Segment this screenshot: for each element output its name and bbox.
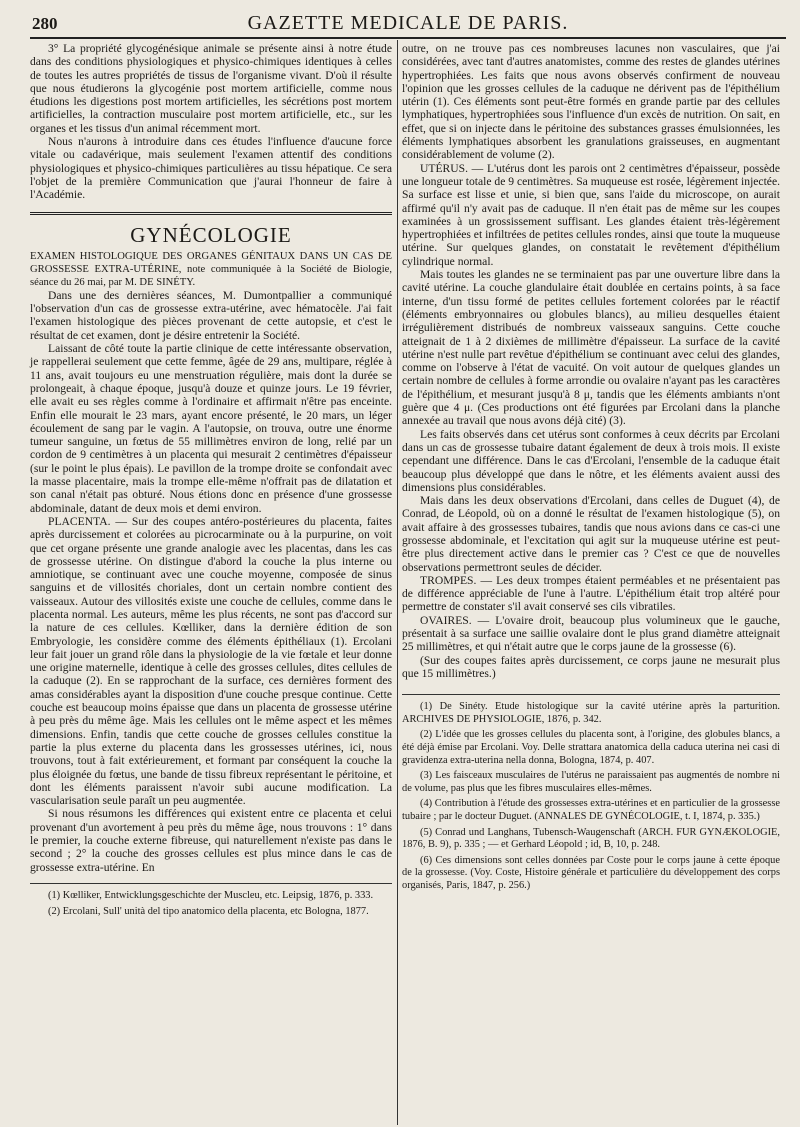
body-paragraph: Mais toutes les glandes ne se terminaient pas par une ouverture libre dans la cavité utérine. La couche glandulaire était doublée en certains points, à sa face interne, d'un tissu formé de petites cellules fortement colorées par le réactif (éléments embryonnaires ou globules blancs), au milieu desquelles étaient irrégulièrement distribués de nombreux vaisseaux sanguins. Cette couche atteignait de 1 à 2 dixièmes de millimètre d'épaisseur. La surface de la cavité utérine n'est nulle part revêtue d'épithélium se continuant avec celui des glandes, comme on l'observe à l'état de vacuité. On voit autour de quelques glandes un certain nombre de cellules à forme arrondie ou ovalaire n'ayant pas les caractères de l'épithélium, et mesurant jusqu'à 8 μ, tandis que les éléments ambiants n'ont guère que 4 μ. (Ces productions ont été figurées par Ercolani dans la planche annexée au travail que nous avons déjà cité) (3). (402, 268, 780, 428)
footnote-rule (402, 694, 780, 695)
footnote: (6) Ces dimensions sont celles données par Coste pour le corps jaune à cette époque de la grossesse. (Voy. Coste, Histoire générale et particulière du développement des corps organisés, Paris, 1847, p. 256.) (402, 854, 780, 891)
footnote: (3) Les faisceaux musculaires de l'utérus ne paraissaient pas augmentés de nombre ni de volume, pas plus que les fibres musculaires elles-mêmes. (402, 770, 780, 794)
footnote: (4) Contribution à l'étude des grossesses extra-utérines et en particulier de la grossesse tubaire ; par le docteur Duguet. (ANNALES DE GYNÉCOLOGIE, t. I, 1874, p. 335.) (402, 798, 780, 822)
page-header (30, 12, 786, 38)
article-lead: EXAMEN HISTOLOGIQUE DES ORGANES GÉNITAUX DANS UN CAS DE GROSSESSE EXTRA-UTÉRINE, note communiquée à la Société de Biologie, séance du 26 mai, par M. DE SINÉTY. (30, 250, 392, 288)
body-paragraph: Dans une des dernières séances, M. Dumontpallier a communiqué l'observation d'un cas de grossesse extra-utérine, avec hématocèle. J'ai fait l'examen histologique des pièces provenant de cette autopsie, et c'est le résultat de cet examen, dont je désire entretenir la Société. (30, 288, 392, 342)
section-rule (30, 212, 392, 215)
left-column (30, 42, 392, 921)
page-number: 280 (32, 14, 58, 33)
body-paragraph: PLACENTA. — Sur des coupes antéro-postérieures du placenta, faites après durcissement et colorées au picrocarminate ou à la purpurine, on voit que cet organe présente une grande analogie avec les placentas, dans les cas de grossesse utérine. On distingue d'abord la couche la plus interne ou amniotique, se continuant avec une couche moyenne, composée de sinus sanguins et de villosités choriales, dont un certain nombre contient des vaisseaux. Autour des villosités existe une couche de cellules, comme dans le placenta normal. Les auteurs, même les plus récents, ne sont pas d'accord sur la nature de ces cellules. Kœlliker, dans la dernière édition de son Embryologie, les considère comme des éléments épithéliaux (1). Ercolani leur fait jouer un grand rôle dans la physiologie de la vie fœtale et leur donne une origine maternelle, identique à celle des grosses cellules, dites cellules de la caduque (2). En se rapprochant de la surface, ces dernières forment des amas considérables ayant la disposition d'une couche presque continue. Cette couche est beaucoup moins épaisse que dans un placenta de grossesse utérine à peu près du même âge. Mais les cellules ont le même aspect et les mêmes dimensions. Enfin, tandis que cette couche de grosses cellules constitue la partie la plus externe du placenta dans les grossesses utérines, ici, nous trouvons, tout à fait extérieurement, et formant par conséquent la couche la plus éloignée du fœtus, une bande de tissu fibreux représentant le péritoine, et dont les éléments paraissent n'avoir subi aucune modification. La vascularisation seule paraît un peu augmentée. (30, 514, 392, 808)
footnote-rule (30, 883, 392, 884)
footnote: (2) Ercolani, Sull' unità del tipo anatomico della placenta, etc Bologna, 1877. (48, 905, 369, 917)
body-paragraph: (Sur des coupes faites après durcissement, ce corps jaune ne mesurait plus que 15 millimètres.) (402, 653, 780, 680)
intro-paragraph: Nous n'aurons à introduire dans ces études l'influence d'aucune force vitale ou cadavérique, mais seulement l'examen attentif des conditions physiologiques et physico-chimiques particulières au tissu hépatique. Ce sera l'objet de la première Communication que j'aurai l'honneur de faire à l'Académie. (30, 135, 392, 202)
body-paragraph: Mais dans les deux observations d'Ercolani, dans celles de Duguet (4), de Conrad, de Léopold, où on a donné le résultat de l'examen histologique (5), on avait affaire à des grossesses tubaires, tandis que nous avions dans ce cas-ci une grossesse abdominale, et l'excitation qui agit sur la muqueuse utérine est peut-être plus directement active dans le premier cas ? C'est ce que de nouvelles observations permettront seules de décider. (402, 494, 780, 574)
journal-title: GAZETTE MEDICALE DE PARIS. (247, 12, 569, 34)
column-divider (397, 40, 398, 1125)
body-paragraph: Les faits observés dans cet utérus sont conformes à ceux décrits par Ercolani dans un cas de grossesse tubaire datant également de deux à trois mois. Il existe cependant une différence. Dans le cas d'Ercolani, l'ensemble de la caduque était beaucoup plus développé que dans le nôtre, et les éléments avaient aussi des dimensions plus considérables. (402, 427, 780, 494)
body-paragraph: Si nous résumons les différences qui existent entre ce placenta et celui provenant d'un avortement à peu près du même âge, nous trouvons : 1° dans le premier, la couche externe fibreuse, qui naturellement n'existe pas dans le second ; 2° la couche des grosses cellules est plus mince dans le cas de grossesse extra-utérine. En (30, 807, 392, 874)
body-paragraph: outre, on ne trouve pas ces nombreuses lacunes non vasculaires, que j'ai considérées, avec tant d'autres anatomistes, comme des restes de glandes utérines hypertrophiées. Les faits que nous avons observés confirment de nouveau l'opinion que les grosses cellules de la caduque ne dérivent pas de l'épithélium utérin (1). Ces éléments sont peut-être formés en grande partie par des cellules lymphatiques, hypertrophiées sous l'influence d'un excès de nutrition. On sait, en effet, que si on injecte dans le péritoine des substances grasses émulsionnées, les éléments lymphatiques absorbent les granulations graisseuses, en augmentant considérablement de volume (2). (402, 42, 780, 162)
ovaires-paragraph: OVAIRES. — L'ovaire droit, beaucoup plus volumineux que le gauche, présentait à sa surface une saillie ovalaire dont le plus grand diamètre atteignait 25 millimètres, et qui n'était autre que le corps jaune de la grossesse (6). (402, 613, 780, 654)
footnote: (1) Kœlliker, Entwicklungsgeschichte der Muscleu, etc. Leipsig, 1876, p. 333. (48, 889, 374, 901)
footnote: (2) L'idée que les grosses cellules du placenta sont, à l'origine, des globules blancs, a été déjà émise par Ercolani. Voy. Delle strattara anatomica della caduca uterina nei casi di gravidenza extra-uterina nella donna, Bologna, 1874, p. 407. (402, 729, 780, 766)
intro-paragraph: 3° La propriété glycogénésique animale se présente ainsi à notre étude dans des conditions physiologiques et physico-chimiques identiques à celles de toutes les autres propriétés de tissus de l'organisme vivant. D'où il résulte que nous étudierons la glycogénie post mortem artificielle, comme nous étudions les digestions post mortem artificielles, les sécrétions post mortem artificielles, la contraction musculaire post mortem artificielle, etc., sur les organes et les tissus d'un animal récemment mort. (30, 42, 392, 135)
uterus-paragraph: UTÉRUS. — L'utérus dont les parois ont 2 centimètres d'épaisseur, possède une longueur totale de 9 centimètres. Sa muqueuse est rosée, légèrement injectée. Sa surface est lisse et unie, si bien que, sans l'aide du microscope, on aurait affirmé qu'il n'y avait pas de caduque. Il n'en était pas de même sur les coupes examinées à un grossissement suffisant. Les glandes étaient très-légèrement hypertrophiées et infiltrées de petites cellules rondes, ainsi que toute la muqueuse utérine. Sur quelques glandes, on constatait le revêtement d'épithélium cylindrique normal. (402, 161, 780, 268)
footnote: (1) De Sinéty. Etude histologique sur la cavité utérine après la parturition. ARCHIVES DE PHYSIOLOGIE, 1876, p. 342. (402, 701, 780, 725)
section-title: GYNÉCOLOGIE (130, 222, 292, 247)
header-rule (30, 37, 786, 39)
trompes-paragraph: TROMPES. — Les deux trompes étaient perméables et ne présentaient pas de différence appréciable de l'une à l'autre. L'épithélium était trop altéré pour permettre de constater s'il avait conservé ses cils vibratiles. (402, 573, 780, 614)
body-paragraph: Laissant de côté toute la partie clinique de cette intéressante observation, je rappellerai seulement que cette femme, âgée de 29 ans, multipare, réglée à 11 ans, avait toujours eu une menstruation régulière, mais dont la durée se prolongeait, à chaque époque, jusqu'à douze et quinze jours. Le 19 février, elle avait eu ses règles comme à l'ordinaire et affirmait n'être pas enceinte. Enfin elle mourait le 23 mars, ayant encore présenté, le 20 mars, un léger écoulement de sang par le vagin. A l'autopsie, on trouva, outre une énorme tumeur sanguine, un fœtus de 55 millimètres environ de long, relié par un cordon de 9 centimètres à un placenta qui mesurait 2 centimètres d'épaisseur (sur le point le plus épais). Le pavillon de la trompe droite se confondait avec la masse placentaire, mais la trompe elle-même n'offrait pas de dilatation et son canal n'était pas obturé. Nous étions donc en présence d'une grossesse abdominale, datant de deux mois et demi environ. (30, 342, 392, 515)
footnote: (5) Conrad und Langhans, Tubensch-Waugenschaft (ARCH. FUR GYNÆKOLOGIE, 1876, B. 9), p. 335 ; — et Gerhard Léopold ; id, B, 10, p. 248. (402, 826, 780, 851)
right-column (402, 42, 780, 896)
